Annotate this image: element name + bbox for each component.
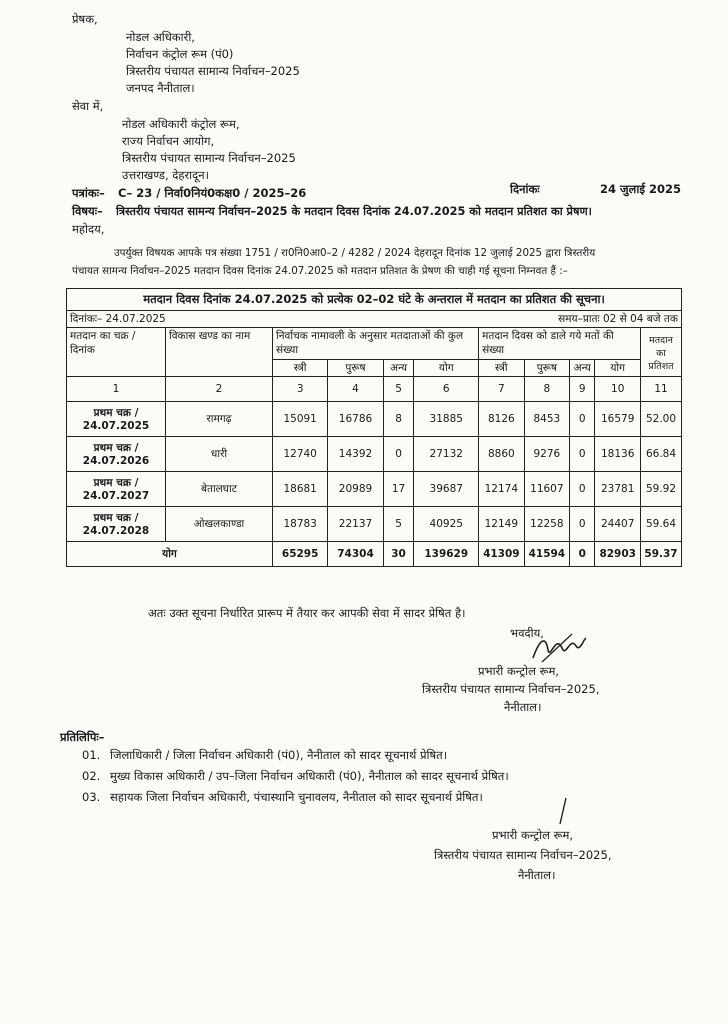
cell: 18681 (273, 472, 328, 507)
subheader: पुरूष (328, 359, 383, 376)
cell: 31885 (414, 402, 479, 437)
salutation: महोदय, (72, 222, 105, 236)
recipient-line: उत्तराखण्ड, देहरादून। (122, 168, 210, 182)
cell: 82903 (595, 542, 641, 567)
col-number: 11 (641, 377, 682, 402)
subheader: अन्य (570, 359, 595, 376)
table-total-row (67, 542, 682, 567)
total-label: योग (67, 542, 273, 567)
row-phase: प्रथम चक्र / 24.07.2028 (67, 507, 166, 542)
cell: 8126 (479, 402, 525, 437)
row-phase: प्रथम चक्र / 24.07.2027 (67, 472, 166, 507)
cell: 16579 (595, 402, 641, 437)
ref-number: C– 23 / निर्वा0नियं0कक्ष0 / 2025–26 (118, 186, 307, 200)
cell: 5 (383, 507, 414, 542)
cell: 8860 (479, 437, 525, 472)
subheader: योग (595, 359, 641, 376)
cell: 74304 (328, 542, 383, 567)
subject-text: त्रिस्तरीय पंचायत सामन्य निर्वाचन–2025 के मतदान दिवस दिनांक 24.07.2025 को मतदान प्रतिशत का प्रेषण। (116, 205, 592, 218)
cell: 52.00 (641, 402, 682, 437)
sender-line: त्रिस्तरीय पंचायत सामान्य निर्वाचन–2025 (126, 64, 300, 78)
cell: 65295 (273, 542, 328, 567)
subheader: स्त्री (273, 359, 328, 376)
table-row (67, 472, 682, 507)
copy-item: जिलाधिकारी / जिला निर्वाचन अधिकारी (पं0), नैनीताल को सादर सूचनार्थ प्रेषित। (110, 748, 448, 762)
table-row (67, 437, 682, 472)
cell: 17 (383, 472, 414, 507)
row-block: बेतालघाट (166, 472, 273, 507)
header-phase: मतदान का चक्र / दिनांक (67, 328, 166, 377)
cell: 0 (383, 437, 414, 472)
cell: 15091 (273, 402, 328, 437)
cell: 41309 (479, 542, 525, 567)
cell: 23781 (595, 472, 641, 507)
header-votes: मतदान दिवस को डाले गये मतों की संख्या (479, 328, 641, 360)
signature1-line: प्रभारी कन्ट्रोल रूम, (478, 664, 560, 678)
cell: 12174 (479, 472, 525, 507)
cell: 12740 (273, 437, 328, 472)
cell: 11607 (524, 472, 570, 507)
col-number: 3 (273, 377, 328, 402)
closing-text: अतः उक्त सूचना निर्धारित प्रारूप में तैयार कर आपकी सेवा में सादर प्रेषित है। (148, 606, 466, 620)
cell: 8453 (524, 402, 570, 437)
recipient-line: राज्य निर्वाचन आयोग, (122, 134, 215, 148)
row-phase: प्रथम चक्र / 24.07.2025 (67, 402, 166, 437)
sender-label: प्रेषक, (72, 12, 98, 26)
ref-date-label: दिनांकः (510, 182, 540, 196)
col-number: 7 (479, 377, 525, 402)
cell: 59.64 (641, 507, 682, 542)
header-electors: निर्वाचक नामावली के अनुसार मतदाताओं की कुल संख्या (273, 328, 479, 360)
cell: 0 (570, 542, 595, 567)
header-percent: मतदान का प्रतिशत (641, 328, 682, 377)
signature1-line: नैनीताल। (504, 700, 542, 714)
col-number: 2 (166, 377, 273, 402)
row-phase: प्रथम चक्र / 24.07.2026 (67, 437, 166, 472)
signature (528, 628, 588, 668)
cell: 59.92 (641, 472, 682, 507)
cell: 0 (570, 402, 595, 437)
cell: 41594 (524, 542, 570, 567)
cell: 139629 (414, 542, 479, 567)
subheader: स्त्री (479, 359, 525, 376)
sender-line: जनपद नैनीताल। (126, 81, 195, 95)
signature2-line: त्रिस्तरीय पंचायत सामान्य निर्वाचन–2025, (434, 848, 612, 862)
col-number: 6 (414, 377, 479, 402)
copy-num: 02. (82, 769, 101, 783)
cell: 0 (570, 507, 595, 542)
table-date: दिनांकः– 24.07.2025 (67, 311, 479, 328)
cell: 14392 (328, 437, 383, 472)
cell: 0 (570, 437, 595, 472)
col-number: 8 (524, 377, 570, 402)
col-number: 10 (595, 377, 641, 402)
col-number: 4 (328, 377, 383, 402)
sender-line: नोडल अधिकारी, (126, 30, 195, 44)
cell: 16786 (328, 402, 383, 437)
cell: 8 (383, 402, 414, 437)
cell: 18783 (273, 507, 328, 542)
cell: 59.37 (641, 542, 682, 567)
cell: 9276 (524, 437, 570, 472)
cell: 0 (570, 472, 595, 507)
body-line: उपर्युक्त विषयक आपके पत्र संख्या 1751 / रा0नि0आ0–2 / 4282 / 2024 देहरादून दिनांक 12 जुलाई 2025 द्वारा त्रिस्तरीय (114, 247, 596, 259)
cell: 24407 (595, 507, 641, 542)
cell: 66.84 (641, 437, 682, 472)
regards: भवदीय, (510, 626, 544, 640)
subheader: योग (414, 359, 479, 376)
cell: 12149 (479, 507, 525, 542)
sender-line: निर्वाचन कंट्रोल रूम (पं0) (126, 47, 234, 61)
table-row (67, 507, 682, 542)
col-number: 9 (570, 377, 595, 402)
table-title: मतदान दिवस दिनांक 24.07.2025 को प्रत्येक 02–02 घंटे के अन्तराल में मतदान का प्रतिशत की सूचना। (67, 289, 682, 311)
row-block: ओखलकाण्डा (166, 507, 273, 542)
cell: 20989 (328, 472, 383, 507)
col-number: 5 (383, 377, 414, 402)
copy-item: मुख्य विकास अधिकारी / उप–जिला निर्वाचन अधिकारी (पं0), नैनीताल को सादर सूचनार्थ प्रेषित। (110, 769, 509, 783)
cell: 40925 (414, 507, 479, 542)
subheader: पुरूष (524, 359, 570, 376)
initial-mark (556, 796, 570, 826)
cell: 27132 (414, 437, 479, 472)
cell: 18136 (595, 437, 641, 472)
copy-num: 03. (82, 790, 101, 804)
cell: 30 (383, 542, 414, 567)
cell: 39687 (414, 472, 479, 507)
cell: 22137 (328, 507, 383, 542)
copy-item: सहायक जिला निर्वाचन अधिकारी, पंचास्थानि चुनावलय, नैनीताल को सादर सूचनार्थ प्रेषित। (110, 790, 483, 804)
copy-label: प्रतिलिपिः– (60, 730, 105, 744)
subject-label: विषयः– (72, 204, 103, 218)
header-block: विकास खण्ड का नाम (166, 328, 273, 377)
col-number: 1 (67, 377, 166, 402)
signature2-line: प्रभारी कन्ट्रोल रूम, (492, 828, 574, 842)
signature1-line: त्रिस्तरीय पंचायत सामान्य निर्वाचन–2025, (422, 682, 600, 696)
recipient-label: सेवा में, (72, 99, 104, 113)
turnout-table (66, 288, 682, 567)
ref-label: पत्रांकः– (72, 186, 105, 200)
row-block: रामगढ़ (166, 402, 273, 437)
cell: 12258 (524, 507, 570, 542)
recipient-line: त्रिस्तरीय पंचायत सामान्य निर्वाचन–2025 (122, 151, 296, 165)
body-line: पंचायत सामन्य निर्वाचन–2025 मतदान दिवस दिनांक 24.07.2025 को मतदान प्रतिशत के प्रेषण की चाही गई सूचना निम्नवत हैं :– (72, 265, 568, 277)
table-time: समय–प्रातः 02 से 04 बजे तक (479, 311, 682, 328)
table-row (67, 402, 682, 437)
copy-num: 01. (82, 748, 101, 762)
ref-date: 24 जुलाई 2025 (600, 182, 681, 196)
recipient-line: नोडल अधिकारी कंट्रोल रूम, (122, 117, 240, 131)
subheader: अन्य (383, 359, 414, 376)
signature2-line: नैनीताल। (518, 868, 556, 882)
row-block: धारी (166, 437, 273, 472)
